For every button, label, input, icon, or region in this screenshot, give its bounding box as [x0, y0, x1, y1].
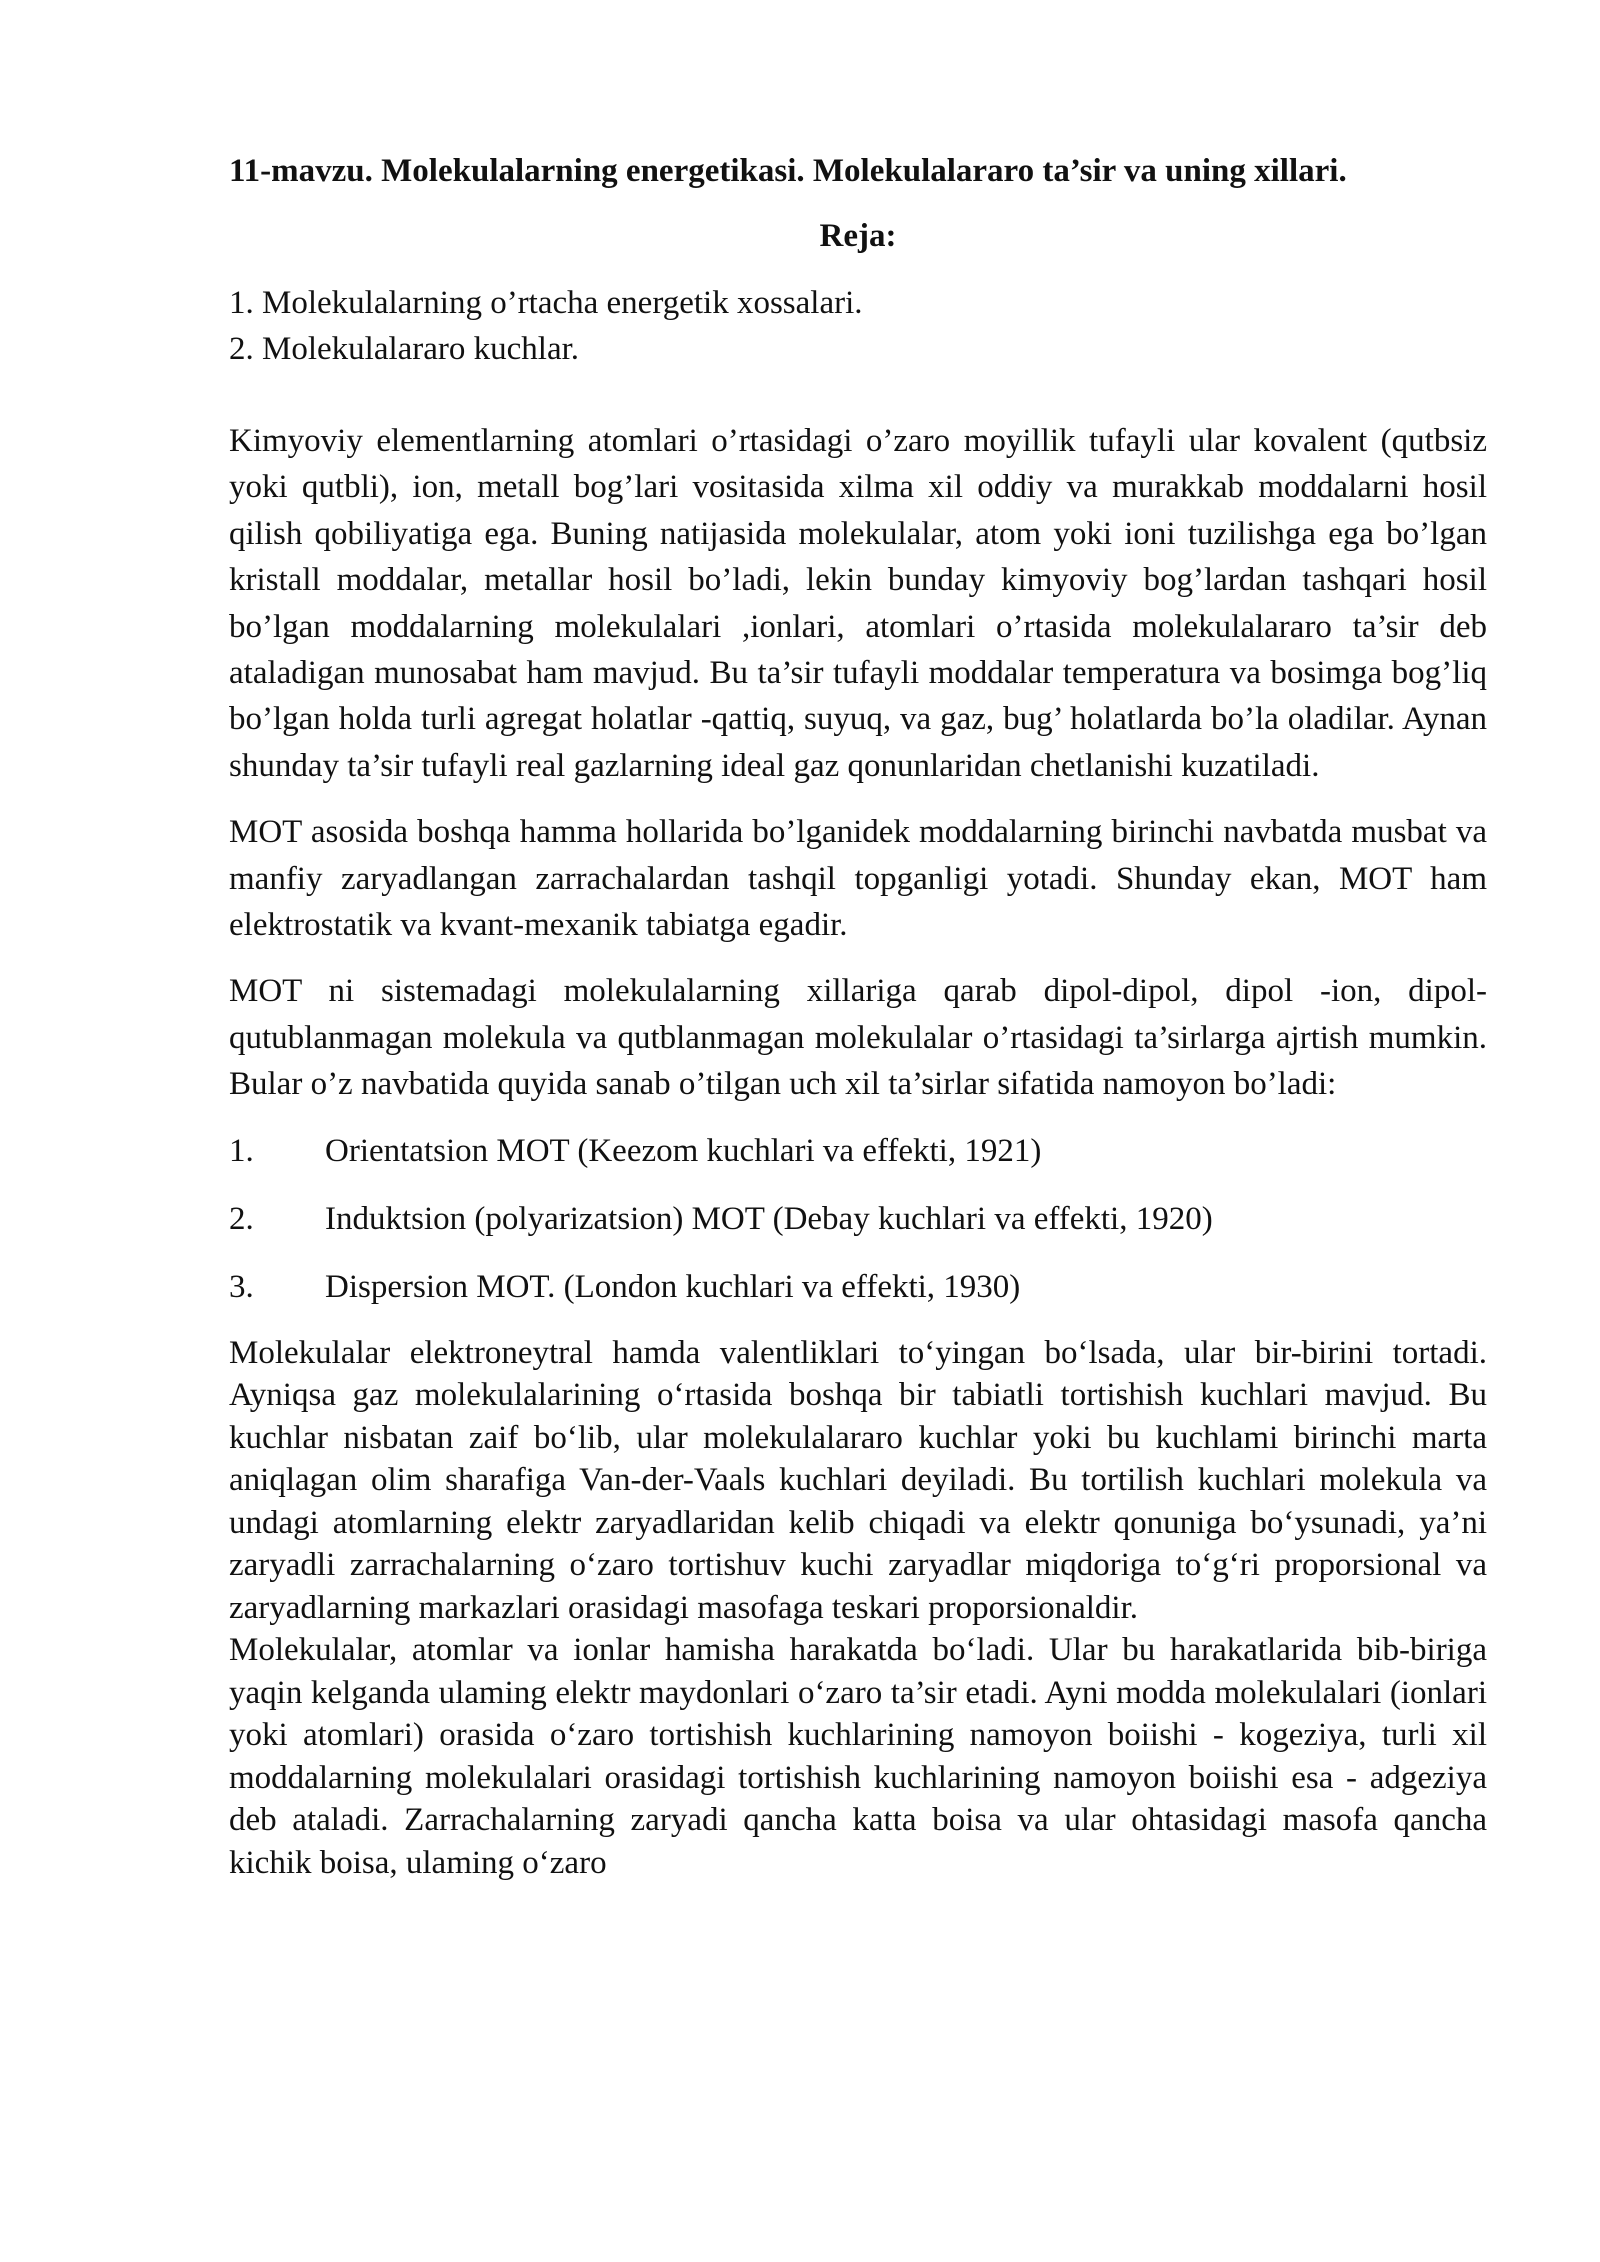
paragraph-mot-types: MOT ni sistemadagi molekulalarning xillariga qarab dipol-dipol, dipol -ion, dipol-qutublanmagan molekula va qutblanmagan molekulalar o’rtasidagi ta’sirlarga ajrtish mumkin. Bular o’z navbatida quyida sanab o’tilgan uch xil ta’sirlar sifatida namoyon bo’ladi: — [229, 973, 1487, 1103]
list-item — [229, 1196, 1487, 1242]
list-item-number: 1. — [229, 1132, 254, 1169]
plan-item: 2. Molekulalararo kuchlar. — [229, 331, 580, 367]
list-item-number: 2. — [229, 1200, 254, 1237]
plan-item: 1. Molekulalarning o’rtacha energetik xossalari. — [229, 285, 863, 321]
list-item — [229, 1128, 1487, 1174]
list-item-text: Orientatsion MOT (Keezom kuchlari va effekti, 1921) — [325, 1132, 1042, 1169]
plan-heading: Reja: — [819, 218, 897, 254]
list-item-number: 3. — [229, 1268, 254, 1305]
document-page — [229, 148, 1487, 1884]
list-item — [229, 1264, 1487, 1310]
paragraph-intro: Kimyoviy elementlarning atomlari o’rtasidagi o’zaro moyillik tufayli ular kovalent (qutbsiz yoki qutbli), ion, metall bog’lari vositasida xilma xil oddiy va murakkab moddalarni hosil qilish qobiliyatiga ega. Buning natijasida molekulalar, atom yoki ioni tuzilishga ega bo’lgan kristall moddalar, metallar hosil bo’ladi, lekin bunday kimyoviy bog’lardan tashqari hosil bo’lgan moddalarning molekulalari ,ionlari, atomlari o’rtasida molekulalararo ta’sir deb ataladigan munosabat ham mavjud. Bu ta’sir tufayli moddalar temperatura va bosimga bog’liq bo’lgan holda turli agregat holatlar -qattiq, suyuq, va gaz, bug’ holatlarda bo’la oladilar. Aynan shunday ta’sir tufayli real gazlarning ideal gaz qonunlaridan chetlanishi kuzatiladi. — [229, 423, 1487, 784]
paragraph-mot-basis: MOT asosida boshqa hamma hollarida bo’lganidek moddalarning birinchi navbatda musbat va manfiy zaryadlangan zarrachalardan tashqil topganligi yotadi. Shunday ekan, MOT ham elektrostatik va kvant-mexanik tabiatga egadir. — [229, 814, 1487, 944]
document-title: 11-mavzu. Molekulalarning energetikasi. Molekulalararo ta’sir va uning xillari. — [229, 153, 1347, 189]
mot-types-list — [229, 1128, 1487, 1310]
plan-list — [229, 280, 1487, 372]
list-item-text: Dispersion MOT. (London kuchlari va effekti, 1930) — [325, 1268, 1021, 1305]
list-item-text: Induktsion (polyarizatsion) MOT (Debay kuchlari va effekti, 1920) — [325, 1200, 1213, 1237]
paragraph-van-der-waals: Molekulalar elektroneytral hamda valentliklari to‘yingan bo‘lsada, ular bir-birini tortadi. Ayniqsa gaz molekulalarining o‘rtasida boshqa bir tabiatli tortishish kuchlari mavjud. Bu kuchlar nisbatan zaif bo‘lib, ular molekulalararo kuchlar yoki bu kuchlami birinchi marta aniqlagan olim sharafiga Van-der-Vaals kuchlari deyiladi. Bu tortilish kuchlari molekula va undagi atomlarning elektr zaryadlaridan kelib chiqadi va elektr qonuniga bo‘ysunadi, ya’ni zaryadli zarrachalarning o‘zaro tortishuv kuchi zaryadlar miqdoriga to‘g‘ri proporsional va zaryadlarning markazlari orasidagi masofaga teskari proporsionaldir. — [229, 1334, 1487, 1626]
paragraph-cohesion-adhesion: Molekulalar, atomlar va ionlar hamisha harakatda bo‘ladi. Ular bu harakatlarida bib-biriga yaqin kelganda ulaming elektr maydonlari o‘zaro ta’sir etadi. Ayni modda molekulalari (ionlari yoki atomlari) orasida o‘zaro tortishish kuchlarining namoyon boiishi - kogeziya, turli xil moddalarning molekulalari orasidagi tortishish kuchlarining namoyon boiishi esa - adgeziya deb ataladi. Zarrachalarning zaryadi qancha katta boisa va ular ohtasidagi masofa qancha kichik boisa, ulaming o‘zaro — [229, 1632, 1487, 1881]
